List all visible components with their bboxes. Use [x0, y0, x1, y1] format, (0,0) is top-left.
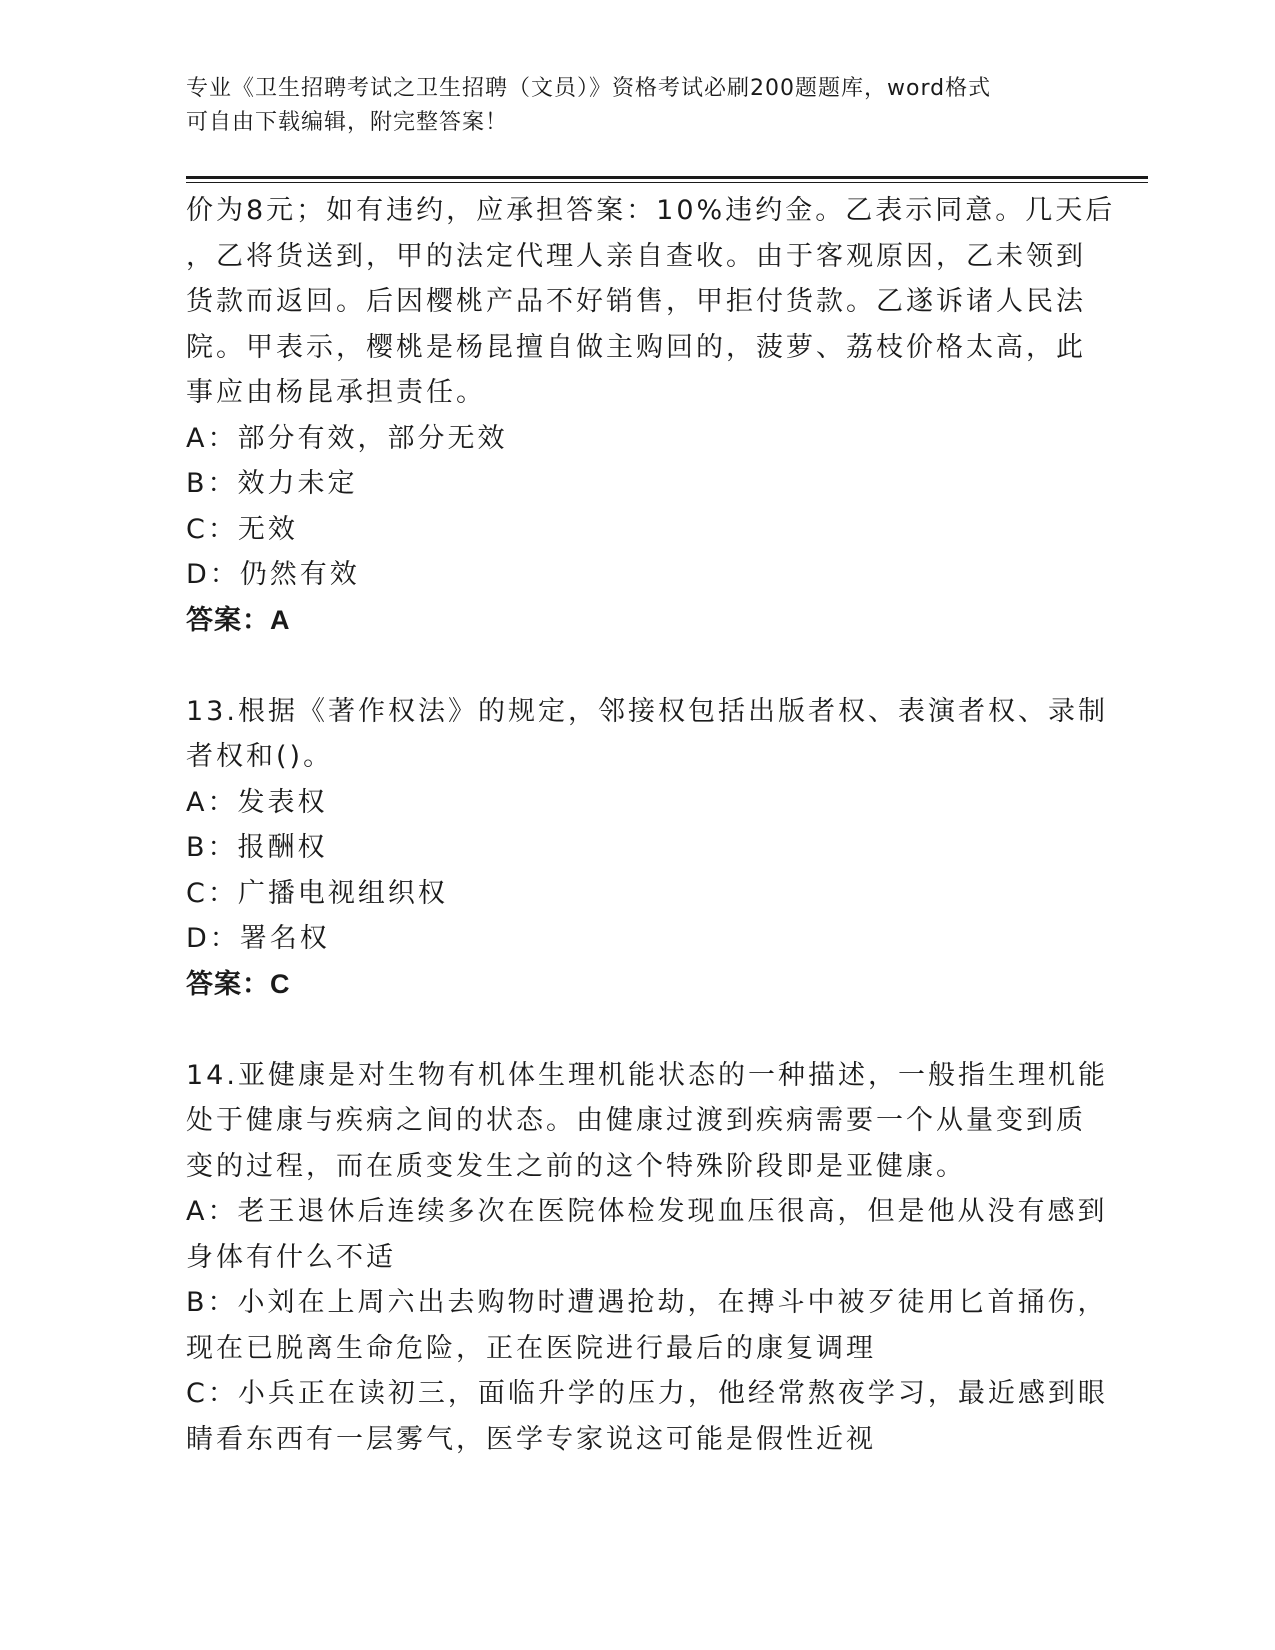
question-stem-line: 14.亚健康是对生物有机体生理机能状态的一种描述，一般指生理机能: [186, 1059, 1108, 1091]
question-stem-line: 变的过程，而在质变发生之前的这个特殊阶段即是亚健康。: [186, 1150, 966, 1182]
header-title-line-2: 可自由下载编辑，附完整答案！: [186, 110, 509, 135]
question-stem-line: 处于健康与疾病之间的状态。由健康过渡到疾病需要一个从量变到质: [186, 1105, 1086, 1136]
option-d: D：署名权: [186, 923, 330, 954]
option-a: A：发表权: [186, 786, 328, 818]
option-d: D：仍然有效: [186, 559, 360, 590]
question-stem-line: 者权和()。: [186, 741, 334, 772]
document-body: [186, 188, 1116, 1462]
option-c-continued: 睛看东西有一层雾气，医学专家说这可能是假性近视: [186, 1423, 876, 1455]
question-12: [186, 188, 1116, 643]
option-a: A：老王退休后连续多次在医院体检发现血压很高，但是他从没有感到: [186, 1196, 1108, 1227]
option-a: A：部分有效，部分无效: [186, 422, 508, 454]
question-14: [186, 1053, 1108, 1463]
question-stem-line: 13.根据《著作权法》的规定，邻接权包括出版者权、表演者权、录制: [186, 695, 1108, 727]
option-b: B：小刘在上周六出去购物时遭遇抢劫，在搏斗中被歹徒用匕首捅伤，: [186, 1287, 1108, 1318]
question-spacer: [186, 643, 1086, 689]
option-c: C：小兵正在读初三，面临升学的压力，他经常熬夜学习，最近感到眼: [186, 1378, 1108, 1409]
header-title-line-1: 专业《卫生招聘考试之卫生招聘（文员）》资格考试必刷200题题库，word格式: [186, 76, 992, 101]
option-b: B：效力未定: [186, 468, 358, 499]
question-stem-line: 院。甲表示，樱桃是杨昆擅自做主购回的，菠萝、荔枝价格太高，此: [186, 331, 1086, 363]
question-stem-line: 事应由杨昆承担责任。: [186, 377, 486, 408]
header-divider-thick: [186, 176, 1148, 179]
question-13: [186, 689, 1108, 1008]
header-divider-thin: [186, 182, 1148, 183]
page-header: [186, 72, 1066, 140]
question-stem-line: 价为8元；如有违约，应承担答案：10%违约金。乙表示同意。几天后: [186, 195, 1116, 226]
question-spacer: [186, 1007, 1086, 1053]
option-c: C：广播电视组织权: [186, 877, 448, 909]
question-stem-line: ，乙将货送到，甲的法定代理人亲自查收。由于客观原因，乙未领到: [186, 240, 1086, 272]
option-a-continued: 身体有什么不适: [186, 1241, 396, 1273]
option-b-continued: 现在已脱离生命危险，正在医院进行最后的康复调理: [186, 1332, 876, 1364]
question-stem-line: 货款而返回。后因樱桃产品不好销售，甲拒付货款。乙遂诉诸人民法: [186, 286, 1086, 317]
option-c: C：无效: [186, 513, 298, 545]
answer-label: 答案：A: [186, 604, 291, 635]
answer-label: 答案：C: [186, 968, 291, 999]
option-b: B：报酬权: [186, 832, 328, 863]
